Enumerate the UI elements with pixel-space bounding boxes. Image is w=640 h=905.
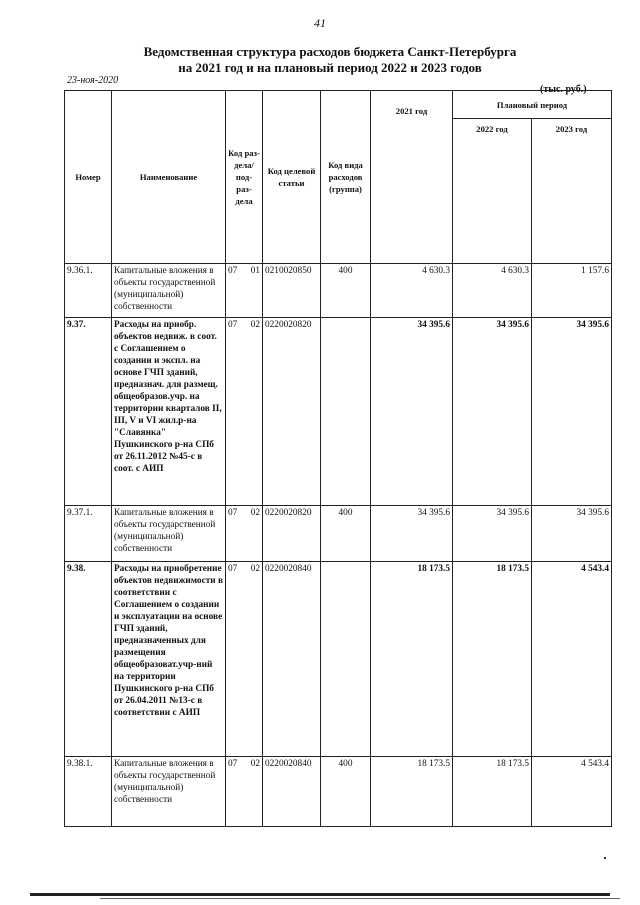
row-amount-2023: 1 157.6 (532, 264, 612, 318)
row-target-code: 0210020850 (263, 264, 321, 318)
row-number: 9.37. (65, 318, 112, 506)
row-section-code (226, 318, 263, 506)
row-section: 07 (228, 508, 238, 518)
table-row (65, 757, 612, 827)
row-target-code: 0220020820 (263, 506, 321, 562)
row-amount-2021: 34 395.6 (371, 318, 453, 506)
row-amount-2023: 34 395.6 (532, 318, 612, 506)
header-number: Номер (65, 91, 112, 264)
scan-artifact (604, 857, 606, 859)
row-number: 9.37.1. (65, 506, 112, 562)
row-amount-2023: 34 395.6 (532, 506, 612, 562)
header-name: Наименование (112, 91, 226, 264)
row-subsection: 02 (250, 508, 260, 518)
row-section-code (226, 506, 263, 562)
row-number: 9.38. (65, 562, 112, 757)
header-planned-period: Плановый период (453, 91, 612, 119)
row-name: Капитальные вложения в объекты государственной (муниципальной) собственности (112, 506, 226, 562)
header-section-code: Код раз- дела/ под- раз- дела (226, 91, 263, 264)
row-number: 9.38.1. (65, 757, 112, 827)
document-title (60, 44, 600, 76)
row-amount-2022: 18 173.5 (453, 562, 532, 757)
row-expense-type (321, 318, 371, 506)
header-expense-type-code: Код вида расходов (группа) (321, 91, 371, 264)
row-expense-type (321, 562, 371, 757)
row-section-code (226, 757, 263, 827)
row-name: Расходы на приобр. объектов недвиж. в соот. с Соглашением о создании и экспл. на основе ГЧП зданий, предназнач. для размещ. общеобразов.учр. на территории кварталов II, III, V и VI жил.р-на "Славянка" Пушкинского р-на СПб от 26.11.2012 №45-с в соот. с АИП (112, 318, 226, 506)
row-amount-2021: 4 630.3 (371, 264, 453, 318)
row-subsection: 02 (250, 564, 260, 574)
row-amount-2022: 18 173.5 (453, 757, 532, 827)
row-target-code: 0220020840 (263, 562, 321, 757)
title-line-2: на 2021 год и на плановый период 2022 и 2023 годов (178, 60, 482, 75)
row-expense-type: 400 (321, 506, 371, 562)
page-number: 41 (314, 16, 326, 30)
table-row (65, 506, 612, 562)
row-target-code: 0220020840 (263, 757, 321, 827)
row-name: Капитальные вложения в объекты государственной (муниципальной) собственности (112, 264, 226, 318)
row-section: 07 (228, 320, 238, 330)
row-subsection: 02 (250, 759, 260, 769)
row-amount-2023: 4 543.4 (532, 562, 612, 757)
row-section: 07 (228, 564, 238, 574)
table-row (65, 318, 612, 506)
document-date: 23-ноя-2020 (67, 75, 119, 86)
row-subsection: 02 (250, 320, 260, 330)
row-amount-2021: 18 173.5 (371, 757, 453, 827)
row-amount-2022: 34 395.6 (453, 506, 532, 562)
row-number: 9.36.1. (65, 264, 112, 318)
row-subsection: 01 (250, 266, 260, 276)
row-section-code (226, 562, 263, 757)
row-section-code (226, 264, 263, 318)
title-line-1: Ведомственная структура расходов бюджета Санкт-Петербурга (143, 44, 517, 59)
row-expense-type: 400 (321, 757, 371, 827)
row-name: Капитальные вложения в объекты государственной (муниципальной) собственности (112, 757, 226, 827)
row-section: 07 (228, 266, 238, 276)
footer-rule-thin (100, 898, 620, 899)
row-amount-2022: 34 395.6 (453, 318, 532, 506)
table-row (65, 562, 612, 757)
footer-rule (30, 893, 610, 896)
budget-table (64, 90, 612, 827)
units-label: (тыс. руб.) (540, 84, 587, 95)
row-amount-2022: 4 630.3 (453, 264, 532, 318)
header-year-2022: 2022 год (453, 119, 532, 264)
row-amount-2023: 4 543.4 (532, 757, 612, 827)
row-expense-type: 400 (321, 264, 371, 318)
table-row (65, 264, 612, 318)
row-target-code: 0220020820 (263, 318, 321, 506)
header-year-2021: 2021 год (371, 91, 453, 264)
row-amount-2021: 18 173.5 (371, 562, 453, 757)
table-body (65, 264, 612, 827)
row-name: Расходы на приобретение объектов недвижимости в соответствии с Соглашением о создании и эксплуатации на основе ГЧП зданий, предназначенных для размещения общеобразоват.учр-ний на территории Пушкинского р-на СПб от 26.04.2011 №13-с в соответствии с АИП (112, 562, 226, 757)
row-section: 07 (228, 759, 238, 769)
header-year-2023: 2023 год (532, 119, 612, 264)
header-target-code: Код целевой статьи (263, 91, 321, 264)
row-amount-2021: 34 395.6 (371, 506, 453, 562)
